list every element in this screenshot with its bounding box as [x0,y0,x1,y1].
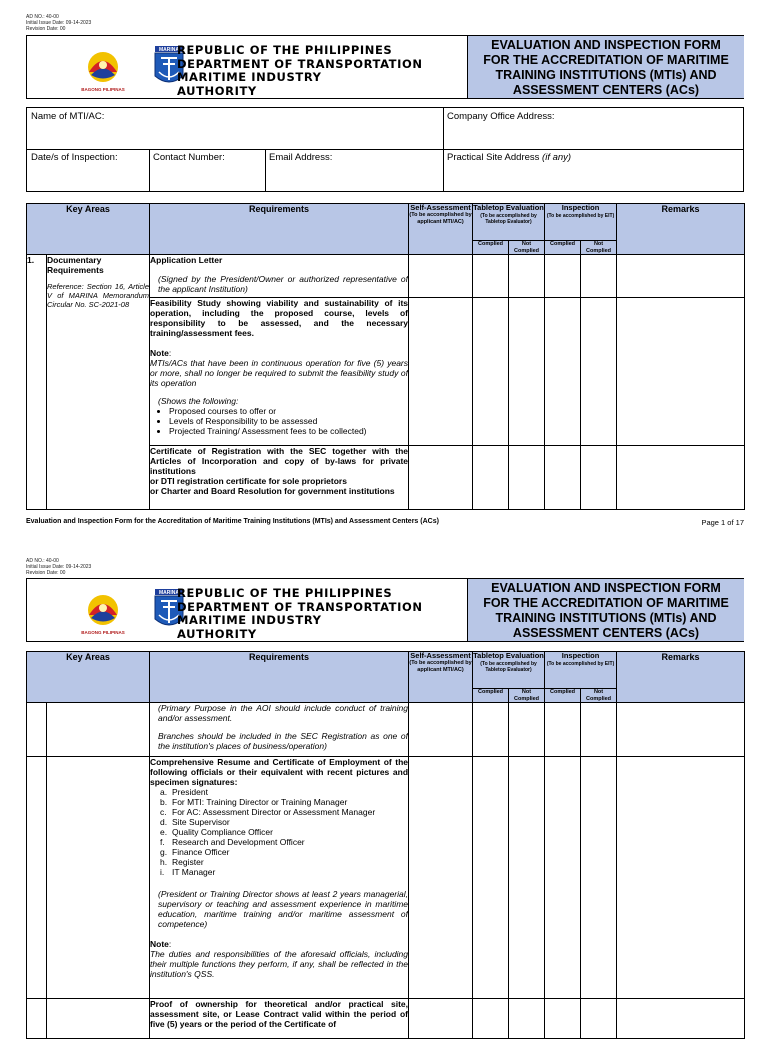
form-title-line-1: EVALUATION AND INSPECTION FORM [491,38,721,52]
feasibility-note-label: Note [150,348,169,358]
list-marker: b. [160,797,168,807]
inspection-header [545,204,617,241]
remarks-cell[interactable] [617,757,745,999]
tabletop-complied-cell[interactable] [473,255,509,298]
resume-note-label: Note [150,939,169,949]
table-row [27,703,745,757]
feasibility-bullet-list [150,406,408,436]
inspection-complied-header: Complied [545,689,581,703]
tabletop-not-complied-cell[interactable] [509,255,545,298]
list-item [160,847,408,857]
list-item [160,827,408,837]
self-assessment-title: Self-Assessment [410,203,471,212]
key-area-cell [47,999,150,1039]
agency-line-3: MARITIME INDUSTRY [177,70,322,84]
key-area-cell [47,255,150,510]
self-assessment-cell[interactable] [409,255,473,298]
list-item [160,787,408,797]
list-marker: g. [160,847,168,857]
practical-site-field[interactable] [443,150,743,191]
page-footer [26,518,744,525]
inspection-not-complied-header: Not Complied [581,241,617,255]
inspection-note: (To be accomplished by EIT) [546,660,615,667]
inspection-not-complied-cell[interactable] [581,703,617,757]
self-assessment-header [409,652,473,703]
marina-logo [79,585,189,637]
remarks-cell[interactable] [617,703,745,757]
sec-registration-line: Certificate of Registration with the SEC together with the Articles of Incorporation and copy of by-laws for private institutions [150,446,409,476]
tabletop-not-complied-cell[interactable] [509,757,545,999]
inspection-complied-cell[interactable] [545,757,581,999]
tabletop-not-complied-cell[interactable] [509,999,545,1039]
tabletop-not-complied-header: Not Complied [509,689,545,703]
inspection-not-complied-cell[interactable] [581,757,617,999]
list-marker: d. [160,817,168,827]
self-assessment-cell[interactable] [409,446,473,510]
list-text: For AC: Assessment Director or Assessment Manager [172,807,376,817]
list-marker: e. [160,827,168,837]
key-area-title: Documentary Requirements [47,255,104,275]
tabletop-not-complied-cell[interactable] [509,446,545,510]
list-item: • Projected Training/ Assessment fees to be collected) [169,426,408,436]
agency-line-2: DEPARTMENT OF TRANSPORTATION [177,56,423,71]
doc-info [26,558,91,576]
inspection-not-complied-cell[interactable] [581,255,617,298]
remarks-cell[interactable] [617,999,745,1039]
form-title [467,579,744,641]
list-item: • Proposed courses to offer or [169,406,408,416]
initial-issue-date: Initial Issue Date: 09-14-2023 [26,20,92,26]
application-letter-title: Application Letter [150,255,223,265]
inspection-title: Inspection [561,651,600,660]
list-text: President [172,787,208,797]
ad-number: AD NO.: 40-00 [26,14,59,20]
form-header [26,35,744,99]
requirement-sec-registration [150,446,409,510]
agency-line-2: DEPARTMENT OF TRANSPORTATION [177,599,423,614]
tabletop-complied-header: Complied [473,689,509,703]
form-title-line-3: TRAINING INSTITUTIONS (MTIs) AND [495,68,717,82]
requirements-header: Requirements [150,204,409,255]
requirement-feasibility-study: Feasibility Study showing viability and sustainability of its operation, including the proposed course, levels of responsibility to be assessed, and the necessary training/assessment fees. Note: MTIs/ACs that have been in continuous operation for five (5) years or more, shall no longer be required to submit the feasibility study of its operation (Shows the following: • Proposed courses to offer or • Levels of Responsibility to be assessed • Projected Training/ Assessment fees to be collected) [150,298,409,446]
agency-line-1: REPUBLIC OF THE PHILIPPINES [177,43,393,57]
tabletop-not-complied-cell[interactable] [509,703,545,757]
list-marker: h. [160,857,168,867]
form-title-line-3: TRAINING INSTITUTIONS (MTIs) AND [495,611,717,625]
table-row [27,255,745,298]
inspection-not-complied-cell[interactable] [581,446,617,510]
list-item [160,807,408,817]
marina-logo [79,42,189,94]
logos [79,585,189,637]
key-area-cell [47,757,150,999]
self-assessment-title: Self-Assessment [410,651,471,660]
inspection-complied-cell[interactable] [545,703,581,757]
page-2 [0,548,768,1029]
list-marker: a. [160,787,168,797]
list-text: Quality Compliance Officer [172,827,273,837]
tabletop-note: (To be accomplished by Tabletop Evaluator) [480,660,537,673]
inspection-note: (To be accomplished by EIT) [546,212,615,219]
table-row [27,757,745,999]
inspection-complied-cell[interactable] [545,255,581,298]
form-title-line-4: ASSESSMENT CENTERS (ACs) [512,626,700,640]
key-area-cell [47,703,150,757]
inspection-complied-header: Complied [545,241,581,255]
practical-site-note: (if any) [542,152,572,163]
list-marker: c. [160,807,167,817]
company-address-label: Company Office Address: [447,111,555,122]
inspection-complied-cell[interactable] [545,999,581,1039]
requirements-header: Requirements [150,652,409,703]
tabletop-complied-cell[interactable] [473,703,509,757]
practical-site-label: Practical Site Address [447,152,540,163]
remarks-cell[interactable] [617,446,745,510]
list-item [160,867,408,877]
self-assessment-cell[interactable] [409,757,473,999]
ad-number: AD NO.: 40-00 [26,558,59,564]
experience-note: (President or Training Director shows at least 2 years managerial, supervisory or teaching and assessment experience in maritime education, maritime training and/or maritime assessment of competence) [158,889,409,929]
tabletop-note: (To be accomplished by Tabletop Evaluator) [480,212,537,225]
form-title-line-1: EVALUATION AND INSPECTION FORM [491,581,721,595]
dti-registration-line: or DTI registration certificate for sole proprietors [150,476,347,486]
requirement-proof-of-ownership: Proof of ownership for theoretical and/or practical site, assessment site, or Lease Contract valid within the period of five (5) years or the period of the Certificate of [150,999,409,1039]
requirements-table-page-2 [26,651,745,1039]
contact-number-field[interactable] [149,150,265,191]
charter-line: or Charter and Board Resolution for government institutions [150,486,395,496]
item-number-cell [27,703,47,757]
email-address-field[interactable] [265,150,443,191]
item-number: 1. [27,255,47,510]
institution-info-box [26,107,744,192]
key-areas-header: Key Areas [27,204,150,255]
remarks-cell[interactable] [617,255,745,298]
email-address-label: Email Address: [269,152,333,163]
agency-line-1: REPUBLIC OF THE PHILIPPINES [177,586,393,600]
tabletop-complied-header: Complied [473,241,509,255]
feasibility-note: MTIs/ACs that have been in continuous operation for five (5) years or more, shall no longer be required to submit the feasibility study of its operation [150,358,409,388]
tabletop-complied-cell[interactable] [473,999,509,1039]
inspection-dates-field[interactable] [27,150,149,191]
form-title-line-2: FOR THE ACCREDITATION OF MARITIME [483,596,729,610]
logos [79,42,189,94]
tabletop-complied-cell[interactable] [473,757,509,999]
self-assessment-cell[interactable] [409,999,473,1039]
agency-line-3: MARITIME INDUSTRY [177,613,322,627]
tabletop-not-complied-header: Not Complied [509,241,545,255]
svg-text:MARINA: MARINA [159,590,179,596]
inspection-header [545,652,617,689]
form-title [467,36,744,98]
tabletop-title: Tabletop Evaluation [473,651,544,660]
key-area-reference: Reference: Section 16, Article V of MARINA Memorandum Circular No. SC-2021-08 [47,282,150,309]
self-assessment-cell[interactable] [409,298,473,446]
svg-text:MARINA: MARINA [159,47,179,53]
table-row [27,999,745,1039]
list-item [160,817,408,827]
list-item [160,797,408,807]
resume-note: The duties and responsibilities of the aforesaid officials, including their multiple functions they perform, if any, shall be reflected in the institution's QSS. [150,949,409,979]
tabletop-complied-cell[interactable] [473,446,509,510]
revision-date: Revision Date: 00 [26,570,66,576]
agency-name [177,44,423,98]
tabletop-header [473,652,545,689]
remarks-cell[interactable] [617,298,745,446]
aoi-purpose-note: (Primary Purpose in the AOI should include conduct of training and/or assessment. [158,703,409,723]
list-item: • Levels of Responsibility to be assessed [169,416,408,426]
list-text: For MTI: Training Director or Training Manager [172,797,348,807]
footer-text: Evaluation and Inspection Form for the Accreditation of Maritime Training Institutions (MTIs) and Assessment Centers (ACs) [26,518,439,525]
inspection-not-complied-header: Not Complied [581,689,617,703]
initial-issue-date: Initial Issue Date: 09-14-2023 [26,564,92,570]
logo-caption-text: BAGONG PILIPINAS [81,87,125,92]
tabletop-header [473,204,545,241]
key-areas-header: Key Areas [27,652,150,703]
page-number: Page 1 of 17 [701,518,744,527]
list-text: Site Supervisor [172,817,230,827]
self-assessment-note: (To be accomplished by applicant MTI/AC) [409,212,472,225]
item-number-cell [27,757,47,999]
agency-line-4: AUTHORITY [177,83,257,98]
requirements-table-page-1 [26,203,745,510]
branches-note: Branches should be included in the SEC Registration as one of the institution's places of business/operation) [158,731,409,751]
inspection-dates-label: Date/s of Inspection: [31,152,118,163]
inspection-complied-cell[interactable] [545,298,581,446]
application-letter-note: (Signed by the President/Owner or authorized representative of the applicant Institution) [158,274,409,294]
mti-name-label: Name of MTI/AC: [31,111,105,122]
form-header [26,578,744,642]
item-number-cell [27,999,47,1039]
list-marker: i. [160,867,165,877]
company-address-field[interactable] [443,109,743,149]
list-text: IT Manager [172,867,216,877]
doc-info [26,14,91,32]
contact-number-label: Contact Number: [153,152,225,163]
tabletop-not-complied-cell[interactable] [509,298,545,446]
svg-text:BAGONG PILIPINAS: BAGONG PILIPINAS [81,630,125,635]
self-assessment-header [409,204,473,255]
form-title-line-2: FOR THE ACCREDITATION OF MARITIME [483,53,729,67]
form-title-line-4: ASSESSMENT CENTERS (ACs) [512,83,700,97]
inspection-complied-cell[interactable] [545,446,581,510]
tabletop-complied-cell[interactable] [473,298,509,446]
requirement-application-letter [150,255,409,298]
self-assessment-note: (To be accomplished by applicant MTI/AC) [409,660,472,673]
list-marker: f. [160,837,165,847]
remarks-header: Remarks [617,652,745,703]
resume-title: Comprehensive Resume and Certificate of Employment of the following officials or their equivalent with recent pictures and specimen signatures: [150,757,409,787]
list-text: Research and Development Officer [172,837,305,847]
requirement-continuation [150,703,409,757]
feasibility-study-title: Feasibility Study showing viability and sustainability of its operation, including the proposed course, levels of responsibility to be assessed, and the necessary training/assessment fees. [150,298,409,338]
inspection-title: Inspection [561,203,600,212]
agency-line-4: AUTHORITY [177,626,257,641]
inspection-not-complied-cell[interactable] [581,298,617,446]
revision-date: Revision Date: 00 [26,26,66,32]
list-text: Register [172,857,204,867]
tabletop-title: Tabletop Evaluation [473,203,544,212]
mti-name-field[interactable] [27,109,443,149]
inspection-not-complied-cell[interactable] [581,999,617,1039]
agency-name [177,587,423,641]
requirement-resume-officials: Comprehensive Resume and Certificate of Employment of the following officials or their equivalent with recent pictures and specimen signatures: a. President b. For MTI: Training Director or Training Manager c. For AC: Assessment Director or Assessment Manager d. Site Supervisor e. Quality Compliance Officer f. Research and Development Officer g. Finance Officer h. Register i. IT Manager (President or Training Director shows at least 2 years managerial, supervisory or teaching and assessment experience in maritime education, maritime training and/or maritime assessment of competence) Note: The duties and responsibilities of the aforesaid officials, including their multiple functions they perform, if any, shall be reflected in the institution's QSS. [150,757,409,999]
list-text: Finance Officer [172,847,230,857]
officials-list [150,787,408,877]
remarks-header: Remarks [617,204,745,255]
list-item [160,837,408,847]
self-assessment-cell[interactable] [409,703,473,757]
list-item [160,857,408,867]
feasibility-shows: (Shows the following: [158,396,239,406]
